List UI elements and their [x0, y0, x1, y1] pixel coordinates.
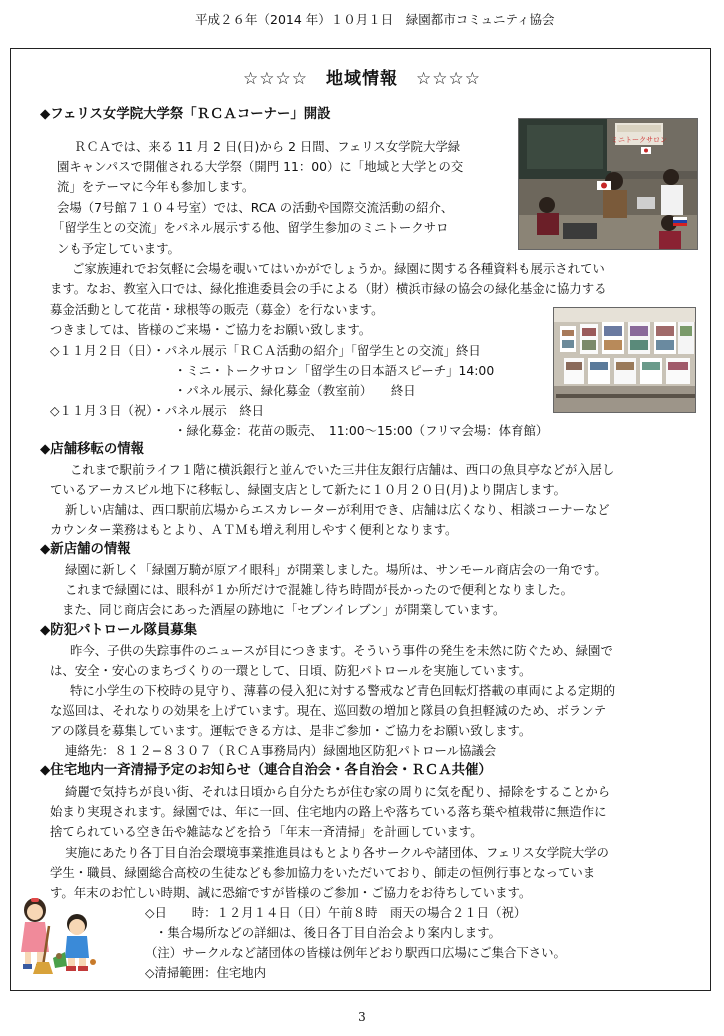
contact-line: 連絡先：８１２−８３０７（ＲＣＡ事務局内）緑園地区防犯パトロール協議会	[65, 743, 497, 758]
text-line: ・集合場所などの詳細は、後日各丁目自治会より案内します。	[155, 925, 501, 940]
text-line: カウンター業務はもとより、ＡＴＭも増え利用しやすく便利となります。	[50, 522, 458, 537]
text-line: 昨今、子供の失踪事件のニュースが目につきます。そういう事件の発生を未然に防ぐため、緑園で	[70, 643, 613, 658]
section-heading-new-store: ◆新店舗の情報	[40, 542, 131, 557]
text-line: ンも予定しています。	[57, 241, 180, 256]
text-line: 園キャンパスで開催される大学祭（開門 11：00）に「地域と大学との交	[57, 159, 464, 174]
text-line: 捨てられている空き缶や雑誌などを拾う「年末一斉清掃」を計画しています。	[50, 824, 483, 839]
text-line: 学生・職員、緑園総合高校の生徒なども参加協力をいただいており、師走の恒例行事となっていま	[50, 865, 596, 880]
schedule-line: ◇１１月２日（日）・パネル展示「ＲＣＡ活動の紹介」「留学生との交流」終日	[50, 343, 481, 358]
schedule-line: ・ミニ・トークサロン「留学生の日本語スピーチ」14:00	[174, 363, 495, 378]
text-line: アの隊員を募集しています。運転できる方は、是非ご参加・ご協力をお願い致します。	[50, 723, 532, 738]
photo-talk-salon	[518, 118, 698, 250]
text-line: 緑園に新しく「緑園万騎が原アイ眼科」が開業しました。場所は、サンモール商店会の一角です。	[65, 562, 607, 577]
schedule-line: ・パネル展示、緑化募金（教室前） 終日	[174, 383, 416, 398]
section-heading-patrol: ◆防犯パトロール隊員募集	[40, 623, 198, 638]
text-line: ます。なお、教室入口では、緑化推進委員会の手による（財）横浜市緑の協会の緑化基金に協力する	[50, 281, 607, 296]
text-line: は、安全・安心のまちづくりの一環として、日頃、防犯パトロールを実施しています。	[50, 663, 532, 678]
text-line: ◇清掃範囲：住宅地内	[145, 965, 267, 980]
text-line: 新しい店舗は、西口駅前広場からエスカレーターが利用でき、店舗は広くなり、相談コーナーなど	[65, 502, 610, 517]
text-line: 募金活動として花苗・球根等の販売（募金）を行ないます。	[50, 302, 384, 317]
text-line: す。年末のお忙しい時期、誠に恐縮ですが皆様のご参加・ご協力をお待ちしています。	[50, 885, 532, 900]
text-line: な巡回は、それなりの効果を上げています。現在、巡回数の増加と隊員の負担軽減のため、ボランテ	[50, 703, 607, 718]
text-line: これまで緑園には、眼科が１か所だけで混雑し待ち時間が長かったので便利となりました。	[65, 582, 574, 597]
text-line: ているアーカスビル地下に移転し、緑園支店として新たに１０月２０日(月)より開店します。	[50, 482, 567, 497]
schedule-line: ◇日 時：１２月１４日（日）午前８時 雨天の場合２１日（祝）	[145, 905, 527, 920]
schedule-line: ・緑化募金：花苗の販売、 11:00～15:00（フリマ会場：体育館）	[174, 423, 549, 438]
text-line: （注）サークルなど諸団体の皆様は例年どおり駅西口広場にご集合下さい。	[145, 945, 566, 960]
text-line: 流」をテーマに今年も参加します。	[57, 179, 255, 194]
text-line: また、同じ商店会にあった酒屋の跡地に「セブンイレブン」が開業しています。	[62, 602, 506, 617]
text-line: 「留学生との交流」をパネル展示する他、留学生参加のミニトークサロ	[52, 220, 449, 235]
text-line: 始まり実現されます。緑園では、年に一回、住宅地内の路上や落ちている落ち葉や植栽帯に無造作に	[50, 804, 607, 819]
page-number: 3	[358, 1010, 366, 1024]
text-line: 特に小学生の下校時の見守り、薄暮の侵入犯に対する警戒など青色回転灯搭載の車両による定期的	[70, 683, 616, 698]
photo-panel-exhibition	[553, 307, 696, 413]
schedule-line: ◇１１月３日（祝）・パネル展示 終日	[50, 403, 264, 418]
text-line: ＲＣＡでは、来る 11 月 2 日(日)から 2 日間、フェリス女学院大学緑	[74, 139, 461, 154]
page-title: ☆☆☆☆ 地域情報 ☆☆☆☆	[243, 69, 481, 89]
text-line: 綺麗で気持ちが良い街、それは日頃から自分たちが住む家の周りに気を配り、掃除をすることから	[65, 784, 611, 799]
section-heading-cleanup: ◆住宅地内一斉清掃予定のお知らせ（連合自治会・各自治会・ＲＣＡ共催）	[40, 763, 492, 778]
section-heading-store-move: ◆店舗移転の情報	[40, 442, 145, 457]
section-heading-ferris: ◆フェリス女学院大学祭「ＲＣＡコーナー」開設	[40, 107, 331, 122]
text-line: ご家族連れでお気軽に会場を覗いてはいかがでしょうか。緑園に関する各種資料も展示されてい	[72, 261, 605, 276]
photo-banner-text: ミニトークサロン	[611, 136, 667, 144]
cleaning-children-illustration	[13, 896, 103, 976]
text-line: これまで駅前ライフ１階に横浜銀行と並んでいた三井住友銀行店舗は、西口の魚貝亭などが入居し	[70, 462, 615, 477]
text-line: 実施にあたり各丁目自治会環境事業推進員はもとより各サークルや諸団体、フェリス女学院大学の	[65, 845, 609, 860]
text-line: つきましては、皆様のご来場・ご協力をお願い致します。	[50, 322, 372, 337]
text-line: 会場（7号館７１０４号室）では、RCA の活動や国際交流活動の紹介、	[57, 200, 454, 215]
page-header: 平成２６年（2014 年）１０月１日 緑園都市コミュニティ協会	[195, 12, 555, 27]
